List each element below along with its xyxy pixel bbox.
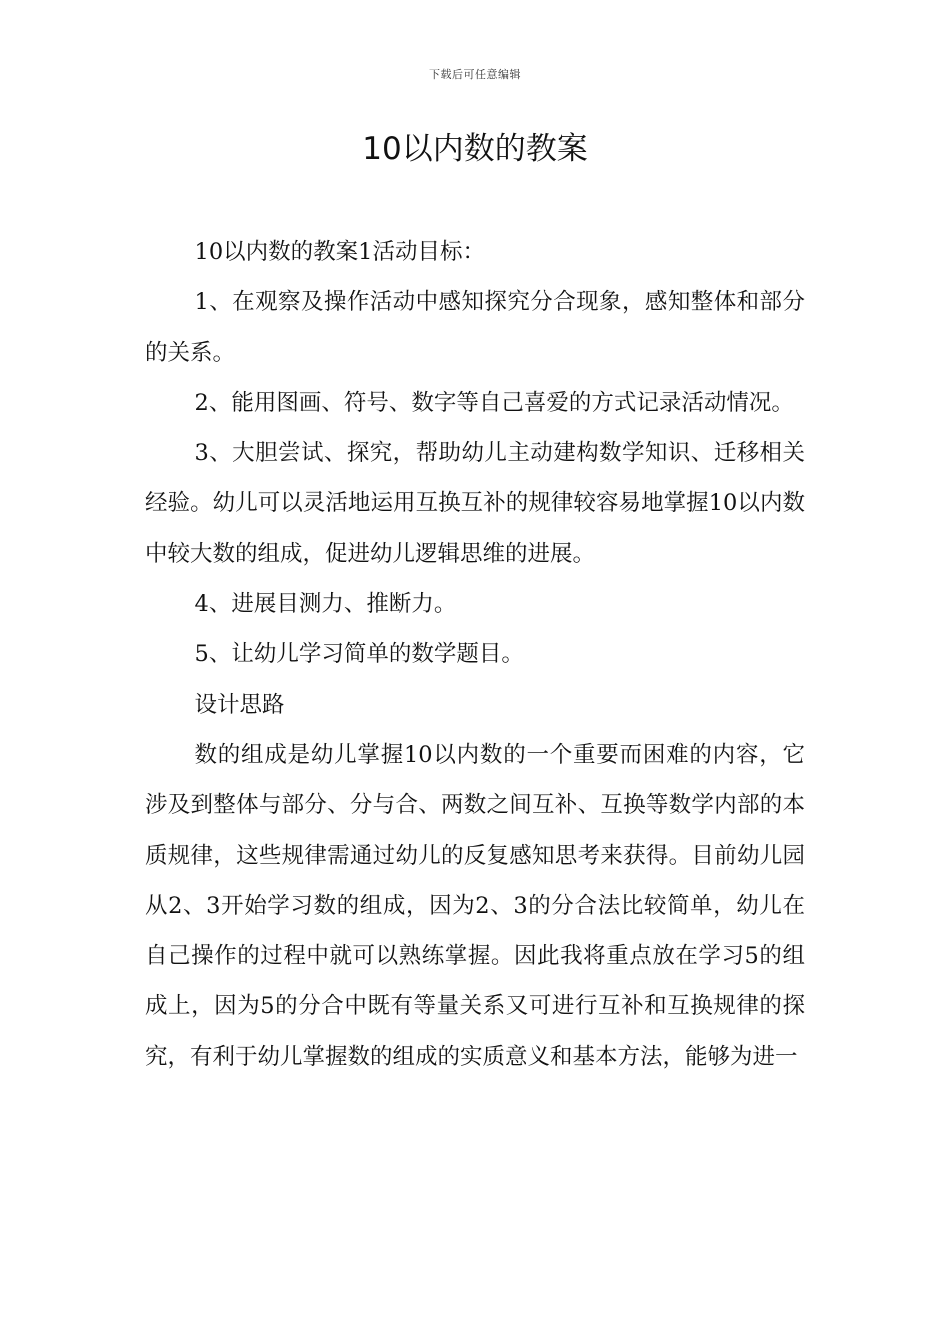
header-note: 下载后可任意编辑 xyxy=(429,68,521,81)
paragraph-objective-5: 5、让幼儿学习简单的数学题目。 xyxy=(194,641,524,668)
document-body xyxy=(145,227,805,1082)
paragraph-objective-2: 2、能用图画、符号、数字等自己喜爱的方式记录活动情况。 xyxy=(194,389,794,416)
paragraph-objective-3: 3、大胆尝试、探究，帮助幼儿主动建构数学知识、迁移相关经验。幼儿可以灵活地运用互换互补的规律较容易地掌握10以内数中较大数的组成，促进幼儿逻辑思维的进展。 xyxy=(145,440,805,567)
paragraph-objectives-heading: 10以内数的教案1活动目标： xyxy=(194,239,485,265)
paragraph-design-body: 数的组成是幼儿掌握10以内数的一个重要而困难的内容，它涉及到整体与部分、分与合、两数之间互补、互换等数学内部的本质规律，这些规律需通过幼儿的反复感知思考来获得。目前幼儿园从2、3开始学习数的组成，因为2、3的分合法比较简单，幼儿在自己操作的过程中就可以熟练掌握。因此我将重点放在学习5的组成上，因为5的分合中既有等量关系又可进行互补和互换规律的探究，有利于幼儿掌握数的组成的实质意义和基本方法，能够为进一 xyxy=(145,741,805,1070)
paragraph-objective-1: 1、在观察及操作活动中感知探究分合现象，感知整体和部分的关系。 xyxy=(145,289,805,366)
document-title: 10以内数的教案 xyxy=(362,131,588,167)
paragraph-design-heading: 设计思路 xyxy=(194,691,285,718)
paragraph-objective-4: 4、进展目测力、推断力。 xyxy=(194,591,457,618)
